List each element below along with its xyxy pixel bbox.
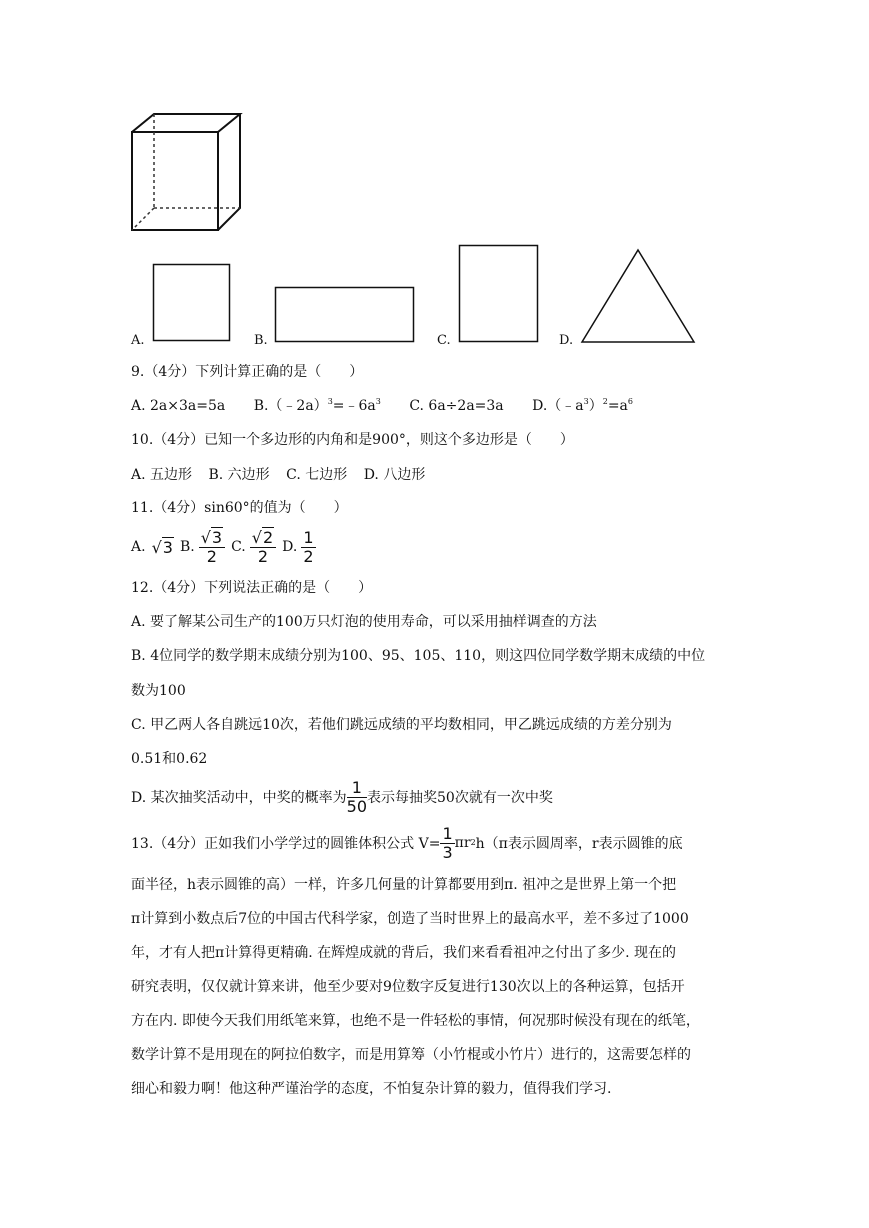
option-c-label: C. — [437, 333, 451, 348]
q13-line-3: π计算到小数点后7位的中国古代科学家，创造了当时世界上的最高水平，差不多过了1000 — [131, 911, 689, 927]
q11-option-d-fraction: $\frac{1}{2}$ — [303, 527, 314, 566]
q10-option-b: B. 六边形 — [208, 467, 270, 483]
option-a-label: A. — [131, 333, 145, 348]
option-a-square — [152, 263, 232, 343]
q9-option-b: $B.(﹣2a)^3=﹣6a^3$ — [253, 397, 381, 414]
q11-option-c-fraction: $\frac{√2}{2}$ — [250, 529, 276, 566]
q13-line-7: 数学计算不是用现在的阿拉伯数字，而是用算筹（小竹棍或小竹片）进行的，这需要怎样的 — [131, 1047, 691, 1063]
q13-line-1: 13.（4分）正如我们小学学过的圆锥体积公式 V= $\frac{1}{3}$ πr 2 h（π表示圆周率，r表示圆锥的底 — [131, 823, 683, 862]
q9-option-d: $D.(﹣a^3)^2=a^6$ — [532, 397, 633, 414]
q9-stem: 9.（4分）下列计算正确的是（ ） — [131, 364, 364, 380]
option-d-triangle — [580, 248, 696, 344]
q13-line-4: 年，才有人把π计算得更精确. 在辉煌成就的背后，我们来看看祖冲之付出了多少. 现在的 — [131, 945, 676, 961]
q9-options — [131, 396, 633, 416]
q13-fraction: $\frac{1}{3}$ — [442, 823, 453, 862]
q11-option-b-label: B. — [179, 539, 195, 555]
option-b-label: B. — [254, 333, 268, 348]
q9-option-c: C. 6a÷2a=3a — [409, 398, 504, 414]
q11-stem: 11.（4分）sin60°的值为（ ） — [131, 500, 348, 516]
q12-option-a: A. 要了解某公司生产的100万只灯泡的使用寿命，可以采用抽样调查的方法 — [131, 614, 597, 630]
option-d-label: D. — [559, 333, 574, 348]
q13-line-2: 面半径，h表示圆锥的高）一样，许多几何量的计算都要用到π. 祖冲之是世界上第一个把 — [131, 877, 677, 893]
cube-front-face — [132, 132, 218, 230]
q12-option-d: D. 某次抽奖活动中，中奖的概率为 $\frac{1}{50}$ 表示每抽奖50次就有一次中奖 — [131, 777, 553, 816]
q13-line-6: 方在内. 即使今天我们用纸笔来算，也绝不是一件轻松的事情，何况那时候没有现在的纸笔， — [131, 1013, 700, 1029]
q12-option-b-line1: B. 4位同学的数学期末成绩分别为100、95、105、110，则这四位同学数学期末成绩的中位 — [131, 648, 706, 664]
q12-stem: 12.（4分）下列说法正确的是（ ） — [131, 580, 373, 596]
q10-option-d: D. 八边形 — [363, 467, 426, 483]
q12-option-b-line2: 数为100 — [131, 683, 186, 699]
q11-option-b-fraction: $\frac{√3}{2}$ — [199, 529, 225, 566]
q12-option-d-fraction: $\frac{1}{50}$ — [346, 777, 367, 816]
option-c-rectangle — [458, 244, 540, 344]
q12-option-c-line2: 0.51和0.62 — [131, 751, 208, 767]
q11-option-d-label: D. — [282, 539, 298, 555]
q13-line-5: 研究表明，仅仅就计算来讲，他至少要对9位数字反复进行130次以上的各种运算，包括开 — [131, 979, 685, 995]
q9-option-a: A. 2a×3a=5a — [131, 398, 226, 414]
q11-option-c-label: C. — [231, 539, 246, 555]
cube-hidden-edge — [132, 208, 154, 230]
q10-stem: 10.（4分）已知一个多边形的内角和是900°，则这个多边形是（ ） — [131, 432, 574, 448]
cube-right-face — [218, 114, 240, 230]
q10-options — [131, 465, 425, 485]
q11-option-a-label: A. — [131, 539, 146, 555]
q10-option-c: C. 七边形 — [286, 467, 348, 483]
q12-option-c-line1: C. 甲乙两人各自跳远10次，若他们跳远成绩的平均数相同，甲乙跳远成绩的方差分别为 — [131, 717, 672, 733]
q11-options — [131, 526, 316, 568]
option-b-rectangle — [274, 286, 416, 344]
cube-figure — [128, 110, 248, 235]
q13-line-8: 细心和毅力啊！他这种严谨治学的态度，不怕复杂计算的毅力，值得我们学习. — [131, 1081, 612, 1097]
cube-top-face — [132, 114, 240, 132]
q10-option-a: A. 五边形 — [131, 467, 193, 483]
q11-option-a-sqrt: √3 — [151, 537, 173, 557]
